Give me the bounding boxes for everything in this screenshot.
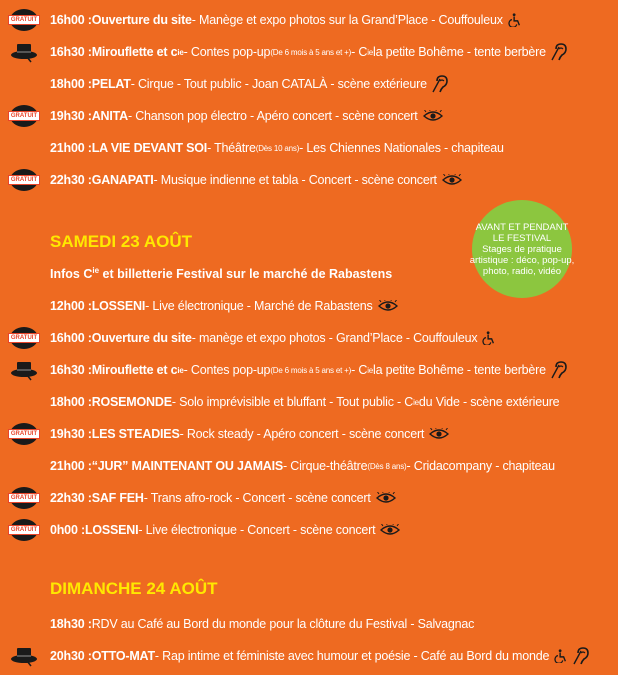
workshops-bubble: AVANT ET PENDANT LE FESTIVAL Stages de pratique artistique : déco, pop-up, photo, radio, vidéo	[472, 200, 572, 298]
wheelchair-icon	[508, 13, 522, 27]
eye-icon	[423, 110, 443, 122]
wheelchair-icon	[554, 649, 568, 663]
schedule-row: GRATUIT 16h00 : Ouverture du site - Manège et expo photos sur la Grand’Place - Couffouleux	[0, 7, 618, 33]
hearing-icon	[551, 43, 567, 61]
eye-icon	[429, 428, 449, 440]
gratuit-badge: GRATUIT	[9, 485, 39, 511]
schedule-row: 12h00 : LOSSENI - Live électronique - Marché de Rabastens	[0, 293, 618, 319]
schedule-row: GRATUIT 16h00 : Ouverture du site - manège et expo photos - Grand’Place - Couffouleux	[0, 325, 618, 351]
gratuit-badge: GRATUIT	[9, 7, 39, 33]
hearing-icon	[551, 361, 567, 379]
schedule-row: 16h30 : Mirouflette et c ie - Contes pop-up (De 6 mois à 5 ans et +) - C ie la petite Bohême - tente berbère	[0, 39, 618, 65]
schedule-row: 21h00 : “JUR” MAINTENANT OU JAMAIS - Cirque-théâtre (Dès 8 ans) - Cridacompany - chapiteau	[50, 459, 555, 473]
gratuit-badge: GRATUIT	[9, 517, 39, 543]
schedule-row: GRATUIT 19h30 : LES STEADIES - Rock steady - Apéro concert - scène concert	[0, 421, 618, 447]
eye-icon	[380, 524, 400, 536]
magician-hat-icon	[9, 357, 39, 383]
gratuit-badge: GRATUIT	[9, 325, 39, 351]
schedule-row: 18h00 : PELAT - Cirque - Tout public - Joan CATALÀ - scène extérieure	[0, 71, 618, 97]
eye-icon	[378, 300, 398, 312]
magician-hat-icon	[9, 39, 39, 65]
schedule-row: GRATUIT 22h30 : GANAPATI - Musique indienne et tabla - Concert - scène concert	[0, 167, 618, 193]
schedule-row: GRATUIT 19h30 : ANITA - Chanson pop électro - Apéro concert - scène concert	[0, 103, 618, 129]
day-heading: DIMANCHE 24 AOÛT	[50, 579, 218, 598]
schedule-row: 18h00 : ROSEMONDE - Solo imprévisible et bluffant - Tout public - C ie du Vide - scène extérieure	[50, 395, 560, 409]
gratuit-badge: GRATUIT	[9, 103, 39, 129]
wheelchair-icon	[482, 331, 496, 345]
schedule-row: GRATUIT 0h00 : LOSSENI - Live électronique - Concert - scène concert	[0, 517, 618, 543]
gratuit-badge: GRATUIT	[9, 167, 39, 193]
eye-icon	[442, 174, 462, 186]
day-heading: SAMEDI 23 AOÛT	[50, 232, 193, 251]
magician-hat-icon	[9, 643, 39, 669]
hearing-icon	[573, 647, 589, 665]
schedule-row: 20h30 : OTTO-MAT - Rap intime et féministe avec humour et poésie - Café au Bord du monde	[0, 643, 618, 669]
eye-icon	[376, 492, 396, 504]
schedule-row: 21h00 : LA VIE DEVANT SOI - Théâtre (Dès 10 ans) - Les Chiennes Nationales - chapiteau	[50, 141, 504, 155]
gratuit-badge: GRATUIT	[9, 421, 39, 447]
hearing-icon	[432, 75, 448, 93]
schedule-row: 16h30 : Mirouflette et c ie - Contes pop-up (De 6 mois à 5 ans et +) - C ie la petite Bohême - tente berbère	[0, 357, 618, 383]
schedule-row: GRATUIT 22h30 : SAF FEH - Trans afro-rock - Concert - scène concert	[0, 485, 618, 511]
info-line: Infos $C^{ie}$ et billetterie Festival sur le marché de Rabastens	[50, 266, 393, 282]
schedule-row: 18h30 : RDV au Café au Bord du monde pour la clôture du Festival - Salvagnac	[50, 617, 475, 631]
